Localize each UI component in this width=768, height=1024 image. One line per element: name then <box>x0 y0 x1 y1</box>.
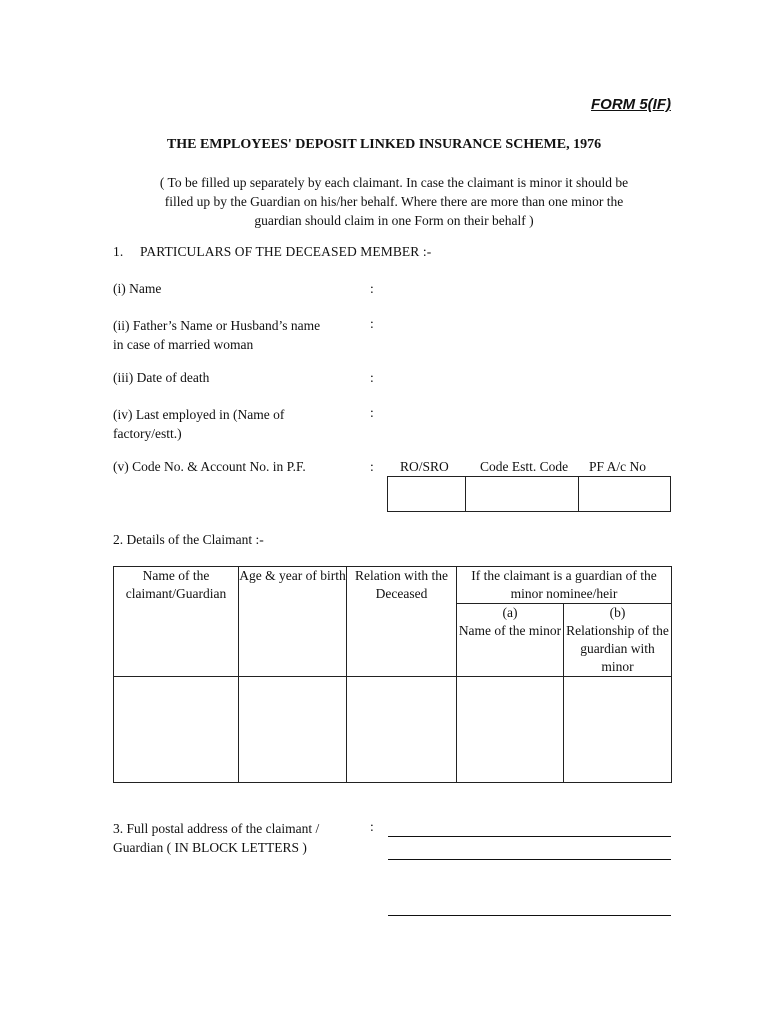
address-line[interactable] <box>388 836 671 837</box>
section3-colon: : <box>370 819 374 834</box>
age-year-cell[interactable] <box>239 677 347 783</box>
subcol-a-marker: (a) <box>502 605 518 620</box>
subcol-a-label: Name of the minor <box>458 623 562 638</box>
field-father-name-label <box>113 316 363 354</box>
col-relation: Relation with the Deceased <box>347 567 457 677</box>
form-title: THE EMPLOYEES' DEPOSIT LINKED INSURANCE SCHEME, 1976 <box>166 137 602 152</box>
pf-ac-no-box[interactable] <box>579 477 671 512</box>
account-number-boxes <box>387 476 671 512</box>
section3-label <box>113 819 373 857</box>
col-age-year: Age & year of birth <box>239 567 347 677</box>
field-father-name-line2: in case of married woman <box>113 337 254 352</box>
form-number: FORM 5(IF) <box>591 96 671 113</box>
field-code-no-label: (v) Code No. & Account No. in P.F. <box>113 459 306 474</box>
code-estt-box[interactable] <box>466 477 579 512</box>
relationship-cell[interactable] <box>564 677 672 783</box>
claimant-table <box>113 566 672 783</box>
field-date-of-death-label: (iii) Date of death <box>113 370 210 385</box>
section1-number: 1. <box>113 244 124 259</box>
claimant-name-cell[interactable] <box>114 677 239 783</box>
col-guardian-group: If the claimant is a guardian of the minor nominee/heir <box>457 567 672 604</box>
field-name-label: (i) Name <box>113 281 162 296</box>
instruction-line: guardian should claim in one Form on their behalf ) <box>254 213 534 228</box>
section3-line2: Guardian ( IN BLOCK LETTERS ) <box>113 840 307 855</box>
field-father-name-line1: (ii) Father’s Name or Husband’s name <box>113 318 321 333</box>
table-row <box>114 677 672 783</box>
field-father-name-colon: : <box>370 316 374 331</box>
subcol-relationship <box>564 604 672 677</box>
col-claimant-name: Name of the claimant/Guardian <box>114 567 239 677</box>
subcol-minor-name <box>457 604 564 677</box>
address-line[interactable] <box>388 859 671 860</box>
field-name-colon: : <box>370 281 374 296</box>
section3-line1: 3. Full postal address of the claimant / <box>113 821 320 836</box>
minor-name-cell[interactable] <box>457 677 564 783</box>
field-last-employed-colon: : <box>370 405 374 420</box>
relation-cell[interactable] <box>347 677 457 783</box>
account-header-pf-ac-no: PF A/c No <box>589 459 647 474</box>
subcol-b-marker: (b) <box>609 605 626 620</box>
account-header-ro-sro: RO/SRO <box>400 459 449 474</box>
instructions <box>120 173 668 230</box>
ro-sro-box[interactable] <box>388 477 466 512</box>
field-code-no-colon: : <box>370 459 374 474</box>
instruction-line: filled up by the Guardian on his/her behalf. Where there are more than one minor the <box>164 194 624 209</box>
section1-heading <box>113 244 431 260</box>
field-last-employed-line1: (iv) Last employed in (Name of <box>113 407 285 422</box>
account-header-code-estt: Code Estt. Code <box>480 459 569 474</box>
field-last-employed-label <box>113 405 363 443</box>
field-date-of-death-colon: : <box>370 370 374 385</box>
field-last-employed-line2: factory/estt.) <box>113 426 182 441</box>
section1-heading-text: PARTICULARS OF THE DECEASED MEMBER :- <box>140 244 432 259</box>
subcol-b-label: Relationship of the guardian with minor <box>566 623 669 674</box>
section2-heading: 2. Details of the Claimant :- <box>113 532 264 547</box>
instruction-line: ( To be filled up separately by each claimant. In case the claimant is minor it should be <box>159 175 629 190</box>
address-line[interactable] <box>388 915 671 916</box>
